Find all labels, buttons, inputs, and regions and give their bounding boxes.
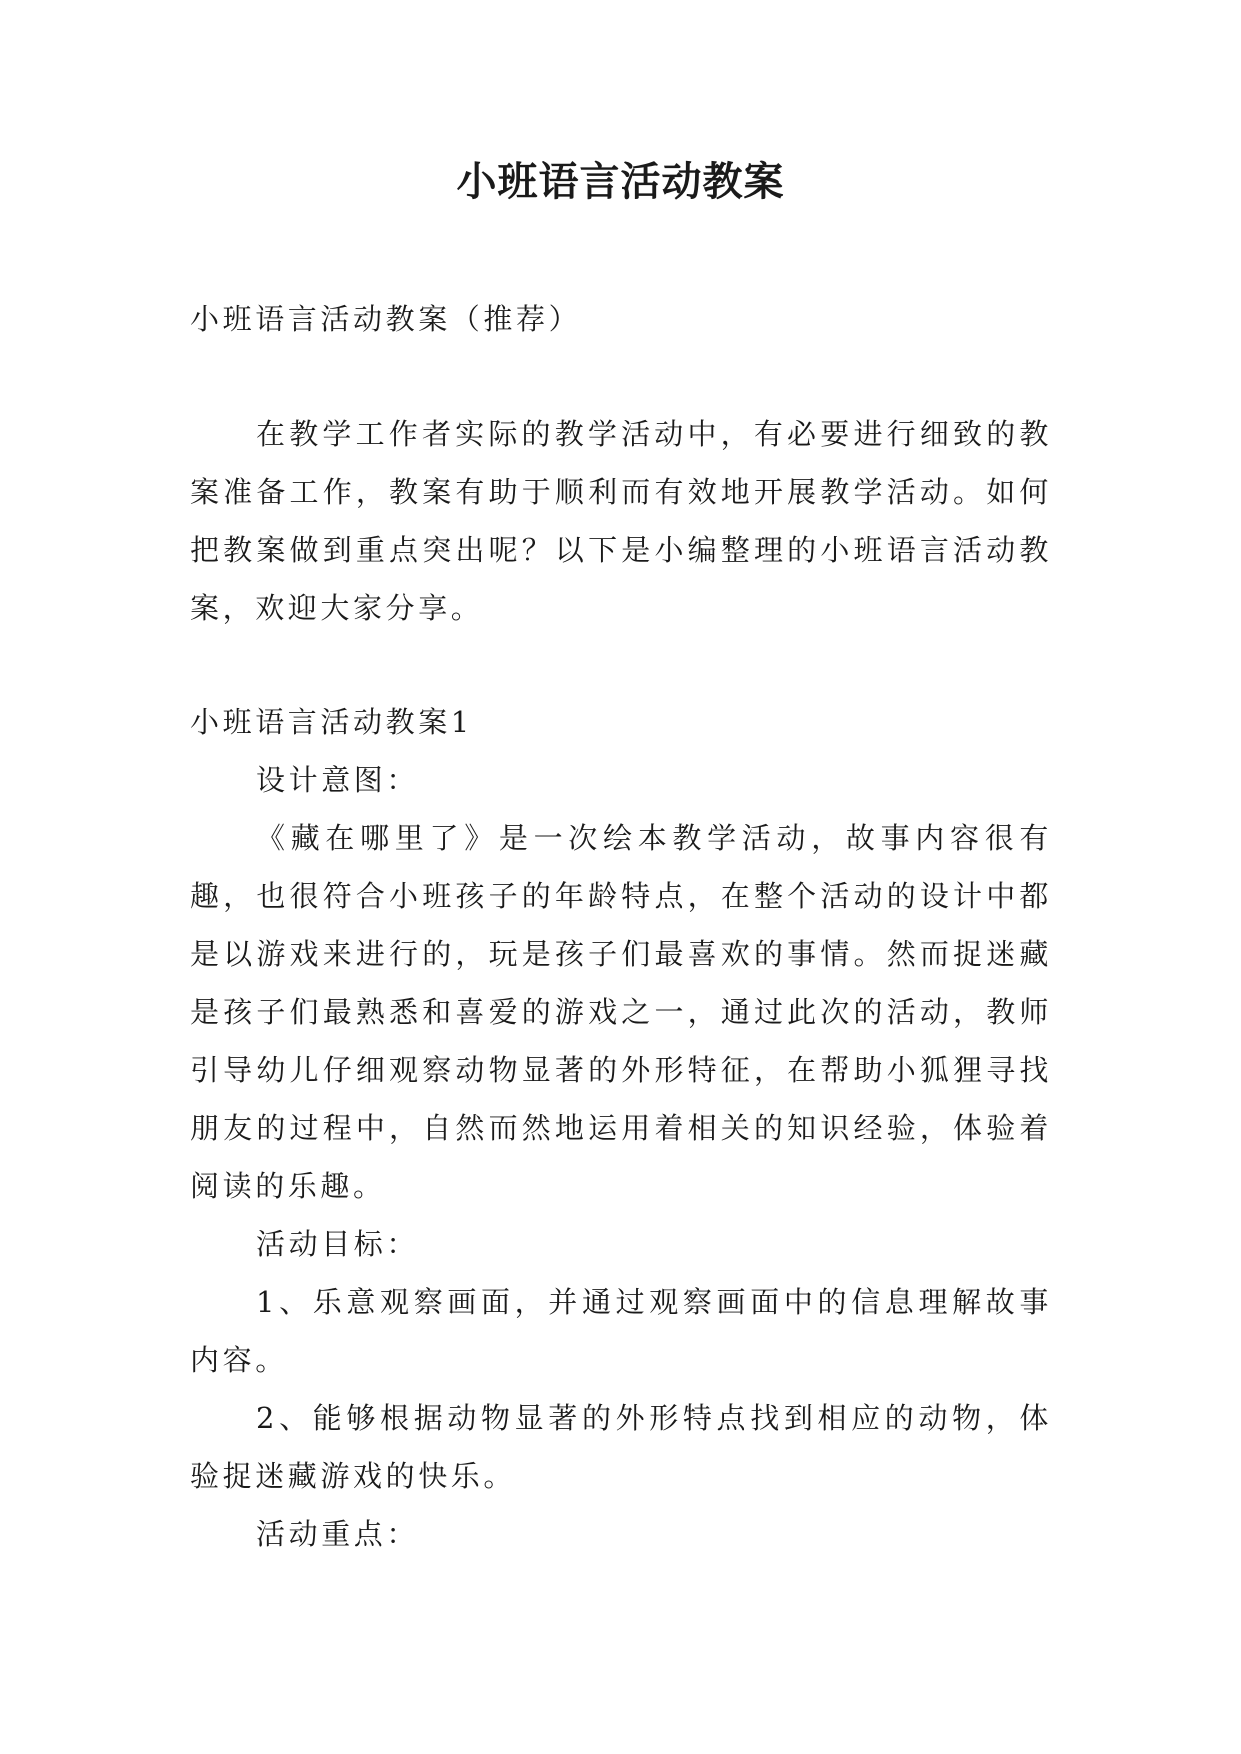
goal-item-2: 2、能够根据动物显著的外形特点找到相应的动物，体验捉迷藏游戏的快乐。: [190, 1401, 1052, 1493]
document-subtitle: 小班语言活动教案（推荐）: [190, 302, 582, 336]
goal-item-1: 1、乐意观察画面，并通过观察画面中的信息理解故事内容。: [190, 1285, 1052, 1377]
section-1: [190, 693, 1052, 1563]
design-paragraph: 《藏在哪里了》是一次绘本教学活动，故事内容很有趣，也很符合小班孩子的年龄特点，在整个活动的设计中都是以游戏来进行的，玩是孩子们最喜欢的事情。然而捉迷藏是孩子们最熟悉和喜爱的游戏之一，通过此次的活动，教师引导幼儿仔细观察动物显著的外形特征，在帮助小狐狸寻找朋友的过程中，自然而然地运用着相关的知识经验，体验着阅读的乐趣。: [190, 821, 1052, 1203]
focus-heading: 活动重点：: [256, 1517, 420, 1551]
goals-heading: 活动目标：: [256, 1227, 420, 1261]
intro-paragraph: 在教学工作者实际的教学活动中，有必要进行细致的教案准备工作，教案有助于顺利而有效地开展教学活动。如何把教案做到重点突出呢？以下是小编整理的小班语言活动教案，欢迎大家分享。: [190, 417, 1052, 625]
design-heading: 设计意图：: [256, 763, 420, 797]
intro-block: [190, 405, 1052, 637]
document-title: 小班语言活动教案: [456, 158, 785, 205]
section-title: 小班语言活动教案1: [190, 705, 473, 739]
